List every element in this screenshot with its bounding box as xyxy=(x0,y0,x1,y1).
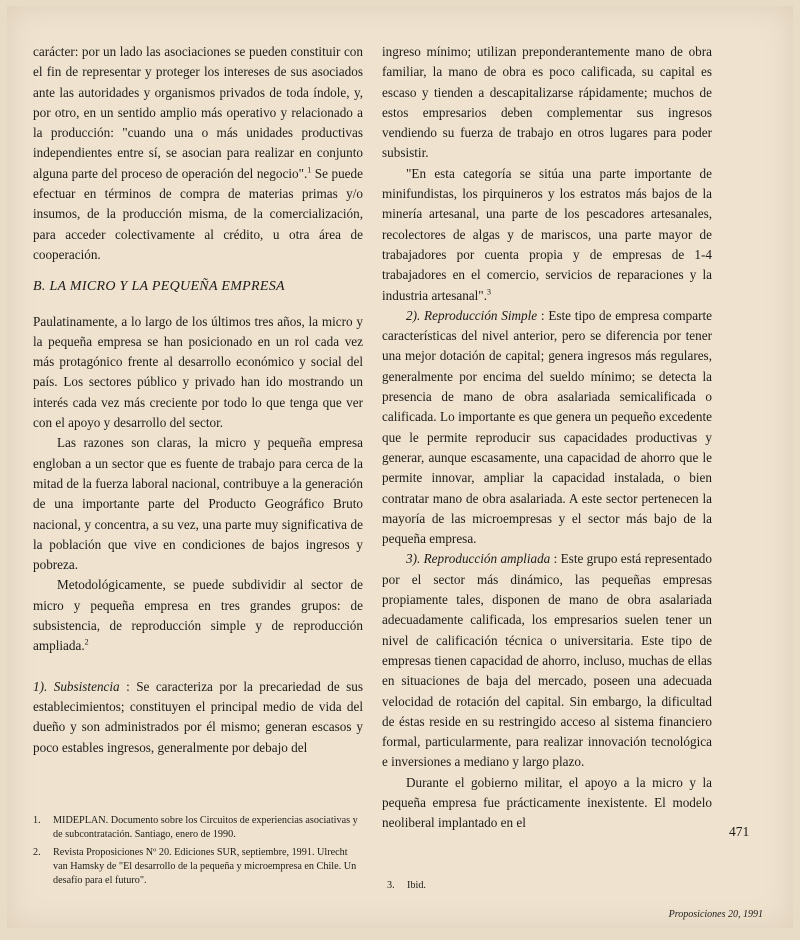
paragraph-text: "En esta categoría se sitúa una parte importante de minifundistas, los pirquineros y los estratos más bajos de la minería artesanal, una parte de los pescadores artesanales, recolectores de algas y de mariscos, una parte mayor de trabajadores por cuenta propia y de empresas de 1-4 trabajadores en el comercio, servicios de reparaciones y la industria artesanal". xyxy=(382,165,712,303)
footnote-number: 1. xyxy=(33,815,41,826)
document-page xyxy=(7,6,793,928)
paragraph: Durante el gobierno militar, el apoyo a la micro y la pequeña empresa fue prácticamente inexistente. El modelo neoliberal implantado en el xyxy=(382,774,712,831)
paragraph xyxy=(33,677,363,758)
footnote-ref: 3 xyxy=(487,287,491,297)
page-number: 471 xyxy=(729,824,750,839)
footnotes xyxy=(33,814,363,892)
paragraph: ingreso mínimo; utilizan preponderantemente mano de obra familiar, la mano de obra es poco calificada, su capital es escaso y tienden a descapitalizarse rápidamente; muchos de estos empresarios deben complementar sus ingresos vendiendo su fuerza de trabajo en otros lugares para poder subsistir. xyxy=(382,44,712,161)
footnote xyxy=(33,846,363,888)
footnote-number: 3. xyxy=(387,880,395,891)
right-column xyxy=(382,42,712,834)
footnote-number: 2. xyxy=(33,847,41,858)
paragraph xyxy=(33,575,363,656)
footnote-text: Revista Proposiciones Nº 20. Ediciones SUR, septiembre, 1991. Ulrecht van Hamsky de "El desarrollo de la pequeña y microempresa en Chile. Un desafío para el futuro". xyxy=(53,847,357,886)
category-label: 2). Reproducción Simple xyxy=(406,307,538,323)
footnote-ref: 2 xyxy=(84,637,89,647)
footnote xyxy=(387,880,426,891)
paragraph-text: carácter: por un lado las asociaciones se pueden constituir con el fin de representar y proteger los intereses de sus asociados ante las autoridades y organismos privados de toda índole, y, por otro, en un sentido amplio más operativo y relacionado a la producción: "cuando una o más unidades productivas independientes entre sí, se asocian para realizar en conjunto alguna parte del proceso de operación del negocio". xyxy=(33,44,363,181)
paragraph-text: : Se caracteriza por la precariedad de sus establecimientos; constituyen el principal medio de vida del dueño y son administrados por él mismo; generan escasos y poco estables ingresos, generalmente por debajo del xyxy=(33,678,363,755)
footnote xyxy=(33,814,363,842)
footnote-ref: 1 xyxy=(307,165,312,175)
paragraph-text: : Este tipo de empresa comparte características del nivel anterior, pero se diferencia por tener una mejor dotación de capital; genera ingresos más regulares, generalmente por encima del sueldo mínimo; se detecta la presencia de mano de obra asalariada semicalificada o calificada. Lo importante es que genera un pequeño excedente que le permite reproducir sus capacidades productivas y generar, aunque escasamente, una capacidad de ahorro que le permite innovar, ampliar la capacidad instalada, o bien contratar mano de obra asalariada. A este sector pertenecen la mayoría de las microempresas y el sector más bajo de la pequeña empresa. xyxy=(382,307,712,547)
paragraph xyxy=(382,549,712,772)
paragraph xyxy=(33,42,363,265)
paragraph-text: Se puede efectuar en términos de compra de materias primas y/o insumos, de la producción misma, de la comercialización, para acceder colectivamente al crédito, u otra área de cooperación. xyxy=(33,165,363,262)
section-title: B. LA MICRO Y LA PEQUEÑA EMPRESA xyxy=(33,279,285,295)
footnote-text: Ibid. xyxy=(407,880,426,891)
left-column xyxy=(33,42,363,758)
footnote-text: MIDEPLAN. Documento sobre los Circuitos de experiencias asociativas y de subcontratación. Santiago, enero de 1990. xyxy=(53,815,358,840)
paragraph: Las razones son claras, la micro y pequeña empresa engloban a un sector que es fuente de trabajo para cerca de la mitad de la fuerza laboral nacional, contribuye a la generación de una importante parte del Producto Geográfico Bruto nacional, y concentra, a su vez, una parte muy significativa de la población que vive en condiciones de bajos ingresos y pobreza. xyxy=(33,435,363,573)
paragraph-text: Metodológicamente, se puede subdividir al sector de micro y pequeña empresa en tres grandes grupos: de subsistencia, de reproducción simple y de reproducción ampliada. xyxy=(33,577,363,654)
category-label: 3). Reproducción ampliada xyxy=(406,551,551,567)
quote-paragraph xyxy=(382,164,712,306)
paragraph xyxy=(382,306,712,550)
category-label: 1). Subsistencia xyxy=(33,678,120,694)
paragraph: Paulatinamente, a lo largo de los últimos tres años, la micro y la pequeña empresa se han posicionado en un rol cada vez más protagónico frente al desarrollo económico y social del país. Los sectores público y privado han ido mostrando un interés cada vez más creciente por todo lo que tenga que ver con el apoyo y desarrollo del sector. xyxy=(33,313,363,431)
running-footer: Proposiciones 20, 1991 xyxy=(668,909,763,920)
paragraph-text: : Este grupo está representado por el sector más dinámico, las pequeñas empresas propiamente tales, disponen de mano de obra asalariada adecuadamente calificada, los empresarios suelen tener un nivel de calificación técnica o universitaria. Este tipo de empresas tienen capacidad de ahorro, incluso, muchas de ellas en situaciones de baja del mercado, poseen una adecuada velocidad de rotación del capital. Sin embargo, la dificultad de éstas reside en su restringido acceso al sistema financiero formal, particularmente, para realizar innovación tecnológica e inversiones a mediano y largo plazo. xyxy=(382,551,712,770)
